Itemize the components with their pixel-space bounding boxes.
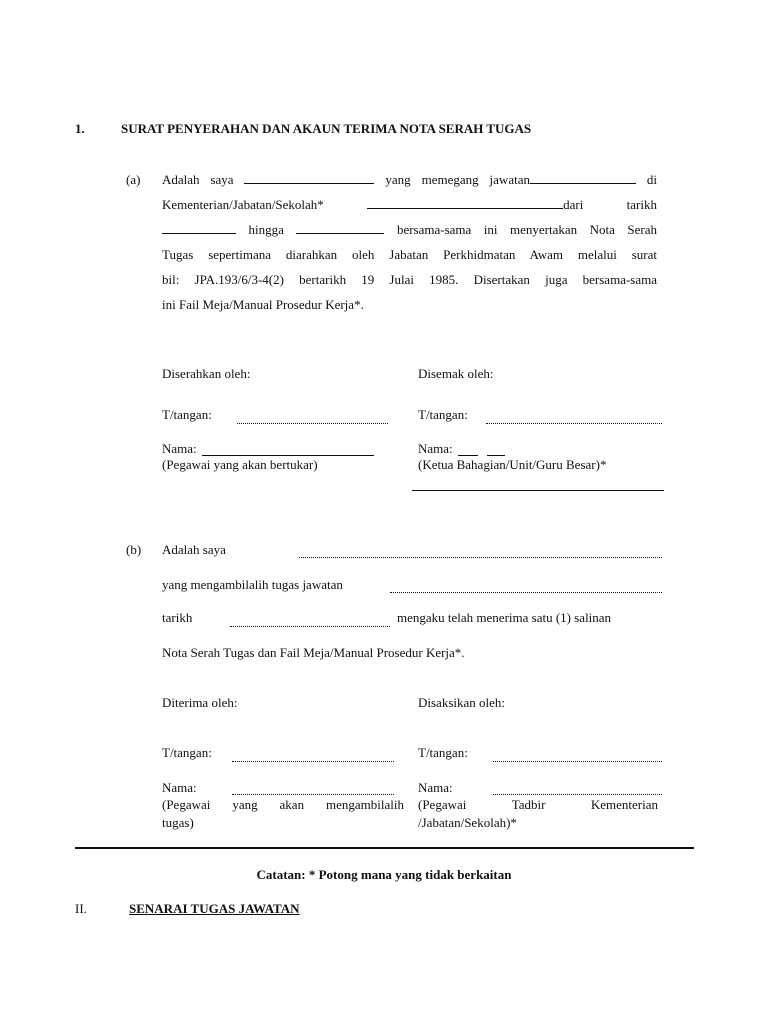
part-a-label: (a) [126, 172, 141, 187]
role-caption: (Pegawai yang akan bertukar) [162, 457, 318, 472]
signature-label: T/tangan: [162, 407, 212, 422]
part-b-text: tarikh [162, 610, 193, 625]
role-caption: /Jabatan/Sekolah)* [418, 815, 517, 830]
name-label: Nama: [162, 780, 197, 795]
role-word: mengambilalih [326, 797, 404, 812]
part-a-text: dari tarikh [563, 197, 657, 212]
ministry-blank[interactable] [367, 198, 563, 209]
part-a-text: Adalah saya [162, 172, 234, 187]
date-to-blank[interactable] [296, 223, 384, 234]
signature-label: T/tangan: [418, 407, 468, 422]
name-line[interactable] [487, 455, 505, 456]
date-line[interactable] [230, 626, 390, 627]
section-title: SURAT PENYERAHAN DAN AKAUN TERIMA NOTA SERAH TUGAS [121, 121, 532, 136]
name-line[interactable] [202, 455, 374, 456]
part-b-text: mengaku telah menerima satu (1) salinan [397, 610, 612, 625]
signature-line[interactable] [493, 761, 662, 762]
divider [75, 847, 694, 849]
role-word: yang [232, 797, 258, 812]
extra-line[interactable] [412, 490, 664, 491]
name-line[interactable] [299, 557, 662, 558]
role-caption: (Ketua Bahagian/Unit/Guru Besar)* [418, 457, 607, 472]
name-line[interactable] [232, 794, 394, 795]
name-label: Nama: [162, 441, 197, 456]
part-b-text: Adalah saya [162, 542, 226, 557]
part-a-text: yang memegang jawatan [385, 172, 530, 187]
received-by-heading: Diterima oleh: [162, 695, 238, 710]
role-word: Tadbir [511, 797, 546, 812]
section-title: SENARAI TUGAS JAWATAN [129, 901, 300, 916]
section-number: II. [75, 901, 87, 916]
part-b-text: yang mengambilalih tugas jawatan [162, 577, 343, 592]
role-caption [162, 797, 404, 813]
part-a-paragraph [162, 167, 657, 317]
role-caption: tugas) [162, 815, 194, 830]
signature-line[interactable] [486, 423, 662, 424]
part-a-text: bersama-sama ini menyertakan Nota Serah [396, 222, 658, 237]
note-text: Catatan: * Potong mana yang tidak berkaitan [256, 867, 512, 882]
date-from-blank[interactable] [162, 223, 236, 234]
signature-line[interactable] [237, 423, 388, 424]
part-a-text: Kementerian/Jabatan/Sekolah* [162, 197, 324, 212]
part-a-text: hingga [248, 222, 284, 237]
part-a-text: ini Fail Meja/Manual Prosedur Kerja*. [162, 297, 364, 312]
part-a-text: Tugas sepertimana diarahkan oleh Jabatan Perkhidmatan Awam melalui surat [162, 247, 657, 262]
name-label: Nama: [418, 780, 453, 795]
role-word: (Pegawai [418, 797, 467, 812]
signature-label: T/tangan: [162, 745, 212, 760]
witnessed-by-heading: Disaksikan oleh: [418, 695, 506, 710]
role-word: akan [279, 797, 305, 812]
name-line[interactable] [458, 455, 478, 456]
role-caption [418, 797, 658, 813]
signature-label: T/tangan: [418, 745, 468, 760]
name-line[interactable] [493, 794, 662, 795]
role-word: (Pegawai [162, 797, 211, 812]
part-b-label: (b) [126, 542, 142, 557]
name-label: Nama: [418, 441, 453, 456]
name-blank[interactable] [244, 173, 374, 184]
part-a-text: bil: JPA.193/6/3-4(2) bertarikh 19 Julai 1985. Disertakan juga bersama-sama [162, 272, 657, 287]
checked-by-heading: Disemak oleh: [418, 366, 494, 381]
role-word: Kementerian [590, 797, 658, 812]
handed-by-heading: Diserahkan oleh: [162, 366, 251, 381]
section-number: 1. [75, 121, 85, 136]
part-a-text: di [646, 172, 658, 187]
part-b-text: Nota Serah Tugas dan Fail Meja/Manual Prosedur Kerja*. [162, 645, 465, 660]
signature-line[interactable] [232, 761, 394, 762]
position-blank[interactable] [530, 173, 636, 184]
position-line[interactable] [390, 592, 662, 593]
